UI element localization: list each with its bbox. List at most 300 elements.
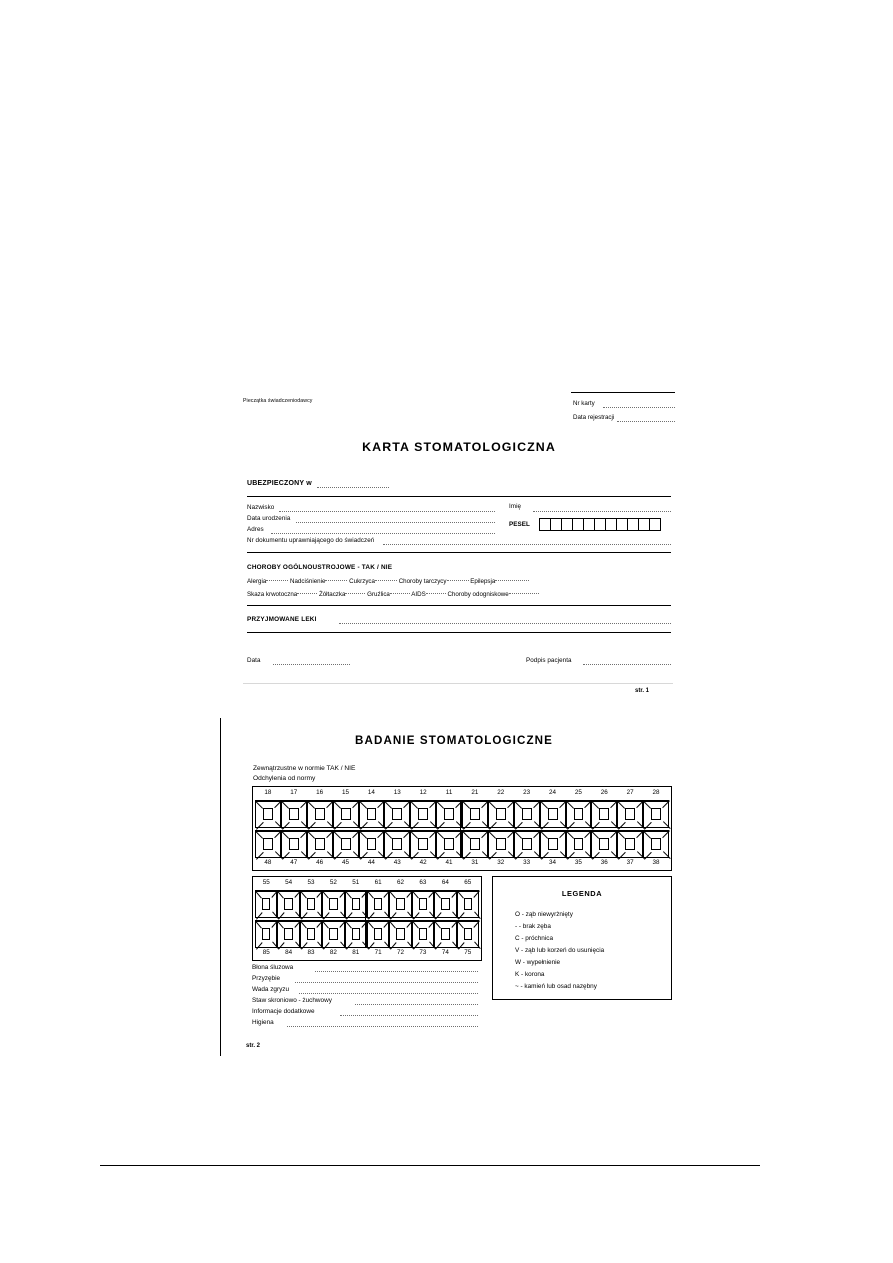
card-number-label: Nr karty [573,400,595,407]
tooth-diagonal [540,831,548,839]
tooth-diagonal [567,822,575,830]
tooth-diagonal [434,891,441,899]
diseases-row-1 [247,578,529,585]
tooth-diagonal [643,831,651,839]
tooth-diagonal [256,912,263,920]
tooth-cell[interactable] [643,800,669,828]
tooth-diagonal [323,912,330,920]
tooth-cell[interactable] [281,830,307,858]
tooth-number: 11 [445,789,453,796]
card-number-input[interactable] [603,407,675,408]
tooth-diagonal [390,891,397,899]
tooth-occlusal-surface[interactable] [392,838,402,850]
tooth-number: 84 [285,949,293,956]
tooth-occlusal-surface[interactable] [496,808,506,820]
tooth-occlusal-surface[interactable] [396,898,404,910]
date-label: Data [247,657,261,664]
tooth-occlusal-surface[interactable] [574,808,584,820]
pesel-cell[interactable] [551,519,562,530]
tooth-occlusal-surface[interactable] [522,808,532,820]
pesel-cell[interactable] [650,519,660,530]
tooth-occlusal-surface[interactable] [625,838,635,850]
disease-hemorrhagic-field[interactable] [297,593,317,594]
disease-thyroid: Choroby tarczycy [398,578,447,585]
tooth-number: 27 [626,789,634,796]
tooth-cell[interactable] [566,830,592,858]
tooth-diagonal [662,800,670,808]
pesel-cell[interactable] [628,519,639,530]
tooth-cell[interactable] [591,800,617,828]
tooth-occlusal-surface[interactable] [470,838,480,850]
tooth-diagonal [663,821,671,829]
tooth-number: 63 [419,879,427,886]
disease-focal: Choroby odogniskowe [447,591,509,598]
tooth-diagonal [618,822,626,830]
exam-input-periodontium[interactable] [295,982,478,983]
tooth-cell[interactable] [384,830,410,858]
tooth-diagonal [367,891,374,899]
tooth-diagonal [566,801,574,809]
tooth-cell[interactable] [277,920,299,948]
tooth-cell[interactable] [389,920,411,948]
tooth-cell[interactable] [410,800,436,828]
tooth-cell[interactable] [281,800,307,828]
permanent-teeth-panel[interactable] [252,786,672,871]
tooth-number: 37 [626,859,634,866]
tooth-diagonal [434,921,441,929]
tooth-occlusal-surface[interactable] [374,928,382,940]
tooth-cell[interactable] [255,830,281,858]
tooth-diagonal [359,831,367,839]
tooth-occlusal-surface[interactable] [341,808,351,820]
tooth-occlusal-surface[interactable] [352,898,360,910]
tooth-number: 51 [352,879,360,886]
tooth-number: 35 [574,859,582,866]
tooth-diagonal [308,822,316,830]
tooth-diagonal [367,921,374,929]
exam-label-hygiene: Higiena [252,1019,274,1026]
tooth-diagonal [359,801,367,809]
pesel-cell[interactable] [595,519,606,530]
tooth-diagonal [489,822,497,830]
legend-item-extraction: V - ząb lub korzeń do usunięcia [515,947,605,954]
disease-epilepsy-field[interactable] [495,580,529,581]
tooth-occlusal-surface[interactable] [341,838,351,850]
tooth-occlusal-surface[interactable] [418,808,428,820]
tooth-occlusal-surface[interactable] [374,898,382,910]
date-input[interactable] [273,664,350,665]
tooth-occlusal-surface[interactable] [263,838,273,850]
tooth-occlusal-surface[interactable] [262,898,270,910]
tooth-cell[interactable] [436,800,462,828]
tooth-occlusal-surface[interactable] [470,808,480,820]
tooth-diagonal [462,831,470,839]
tooth-number: 25 [574,789,582,796]
tooth-cell[interactable] [333,800,359,828]
tooth-diagonal [278,912,285,920]
disease-allergy-field[interactable] [266,580,288,581]
divider-1 [247,496,671,497]
disease-aids: AIDS [411,591,426,598]
page-2-title: BADANIE STOMATOLOGICZNE [355,734,553,747]
disease-jaundice-field[interactable] [345,593,365,594]
tooth-number: 61 [374,879,382,886]
tooth-occlusal-surface[interactable] [284,898,292,910]
pesel-cell[interactable] [562,519,573,530]
tooth-occlusal-surface[interactable] [262,928,270,940]
tooth-diagonal [462,801,470,809]
permanent-upper-teeth-row[interactable] [255,800,669,828]
tooth-number: 71 [374,949,382,956]
tooth-occlusal-surface[interactable] [329,898,337,910]
tooth-cell[interactable] [345,920,367,948]
tooth-diagonal [473,920,480,928]
tooth-cell[interactable] [591,830,617,858]
disease-tuberculosis: Gruźlica [367,591,390,598]
tooth-number: 16 [316,789,324,796]
tooth-diagonal [412,891,419,899]
tooth-number: 24 [549,789,557,796]
pesel-input[interactable] [539,518,661,531]
pesel-cell[interactable] [639,519,650,530]
tooth-cell[interactable] [540,830,566,858]
divider-4 [247,632,671,633]
tooth-cell[interactable] [412,890,434,918]
tooth-diagonal [256,822,264,830]
tooth-diagonal [436,801,444,809]
tooth-occlusal-surface[interactable] [263,808,273,820]
tooth-number: 46 [316,859,324,866]
tooth-occlusal-surface[interactable] [419,898,427,910]
tooth-number: 65 [464,879,472,886]
tooth-occlusal-surface[interactable] [599,838,609,850]
tooth-diagonal [300,921,307,929]
pesel-cell[interactable] [617,519,628,530]
pesel-cell[interactable] [573,519,584,530]
legend-item-crown: K - korona [515,971,545,978]
page-1-bottom-faint-rule [243,683,673,684]
tooth-diagonal [413,912,420,920]
exam-label-tmj: Staw skroniowo - żuchwowy [252,997,332,1004]
tooth-diagonal [644,822,652,830]
tooth-occlusal-surface[interactable] [441,928,449,940]
tooth-occlusal-surface[interactable] [418,838,428,850]
tooth-cell[interactable] [367,920,389,948]
tooth-cell[interactable] [514,800,540,828]
tooth-cell[interactable] [617,800,643,828]
page-2-left-rule [220,718,221,1056]
tooth-cell[interactable] [333,830,359,858]
tooth-occlusal-surface[interactable] [625,808,635,820]
tooth-cell[interactable] [488,800,514,828]
tooth-cell[interactable] [359,830,385,858]
tooth-occlusal-surface[interactable] [367,808,377,820]
tooth-cell[interactable] [410,830,436,858]
tooth-occlusal-surface[interactable] [522,838,532,850]
tooth-cell[interactable] [345,890,367,918]
tooth-occlusal-surface[interactable] [392,808,402,820]
disease-aids-field[interactable] [426,593,446,594]
insured-label: UBEZPIECZONY w [247,480,312,487]
tooth-diagonal [411,822,419,830]
tooth-occlusal-surface[interactable] [496,838,506,850]
tooth-number: 64 [441,879,449,886]
address-label: Adres [247,526,264,533]
permanent-lower-teeth-row[interactable] [255,830,669,858]
divider-3 [247,605,671,606]
tooth-diagonal [488,801,496,809]
exam-input-malocclusion[interactable] [299,993,478,994]
tooth-number: 34 [549,859,557,866]
tooth-occlusal-surface[interactable] [367,838,377,850]
tooth-number: 13 [393,789,401,796]
tooth-cell[interactable] [436,830,462,858]
legend-item-unerupted: O - ząb niewyrżnięty [515,911,573,918]
tooth-cell[interactable] [617,830,643,858]
tooth-cell[interactable] [359,800,385,828]
tooth-diagonal [437,822,445,830]
tooth-cell[interactable] [255,800,281,828]
tooth-number: 33 [523,859,531,866]
tooth-diagonal [334,822,342,830]
tooth-diagonal [412,921,419,929]
tooth-diagonal [301,912,308,920]
tooth-cell[interactable] [514,830,540,858]
tooth-cell[interactable] [412,920,434,948]
tooth-number: 74 [441,949,449,956]
tooth-cell[interactable] [462,830,488,858]
tooth-occlusal-surface[interactable] [599,808,609,820]
tooth-diagonal [473,890,480,898]
tooth-cell[interactable] [255,890,277,918]
address-input[interactable] [271,533,495,534]
tooth-number: 21 [471,789,479,796]
tooth-occlusal-surface[interactable] [574,838,584,850]
tooth-cell[interactable] [434,890,456,918]
tooth-diagonal [458,912,465,920]
document-bottom-rule [100,1165,760,1166]
tooth-occlusal-surface[interactable] [307,898,315,910]
tooth-number: 82 [329,949,337,956]
tooth-number: 17 [290,789,298,796]
tooth-occlusal-surface[interactable] [419,928,427,940]
legend-item-filling: W - wypełnienie [515,959,561,966]
document-number-label: Nr dokumentu uprawniającego do świadczeń [247,537,375,544]
tooth-number: 53 [307,879,315,886]
tooth-occlusal-surface[interactable] [289,808,299,820]
tooth-number: 26 [600,789,608,796]
tooth-number: 43 [393,859,401,866]
extraoral-normal-label: Zewnątrzustne w normie TAK / NIE [253,765,356,772]
tooth-diagonal [474,911,481,919]
tooth-cell[interactable] [462,800,488,828]
tooth-occlusal-surface[interactable] [307,928,315,940]
card-number-row [573,400,675,414]
tooth-occlusal-surface[interactable] [444,808,454,820]
tooth-number: 28 [652,789,660,796]
tooth-occlusal-surface[interactable] [315,808,325,820]
divider-2 [247,552,671,553]
tooth-cell[interactable] [367,890,389,918]
exam-label-malocclusion: Wada zgryzu [252,986,290,993]
legend-box [492,876,672,1000]
exam-input-tmj[interactable] [355,1004,478,1005]
pesel-cell[interactable] [540,519,551,530]
tooth-cell[interactable] [457,890,479,918]
tooth-diagonal [457,891,464,899]
tooth-cell[interactable] [488,830,514,858]
tooth-number: 45 [342,859,350,866]
legend-item-missing: - - brak zęba [515,923,551,930]
tooth-cell[interactable] [307,800,333,828]
tooth-diagonal [278,921,285,929]
tooth-diagonal [435,912,442,920]
disease-allergy: Alergia [247,578,267,585]
tooth-cell[interactable] [389,890,411,918]
document-number-input[interactable] [383,544,671,545]
first-name-input[interactable] [533,511,671,512]
disease-thyroid-field[interactable] [447,580,469,581]
tooth-diagonal [488,831,496,839]
tooth-diagonal [281,801,289,809]
tooth-diagonal [457,921,464,929]
surname-input[interactable] [279,511,495,512]
deciduous-lower-numbers [255,949,479,956]
disease-focal-field[interactable] [509,593,539,594]
tooth-diagonal [662,830,670,838]
deciduous-lower-teeth-row[interactable] [255,920,479,948]
tooth-diagonal [592,801,600,809]
tooth-diagonal [307,801,315,809]
tooth-number: 81 [352,949,360,956]
disease-hypertension-field[interactable] [325,580,347,581]
registration-date-input[interactable] [617,421,675,422]
disease-diabetes: Cukrzyca [349,578,375,585]
tooth-diagonal [307,831,315,839]
tooth-diagonal [360,822,368,830]
disease-tuberculosis-field[interactable] [390,593,410,594]
disease-epilepsy: Epilepsja [470,578,496,585]
tooth-number: 48 [264,859,272,866]
tooth-cell[interactable] [255,920,277,948]
disease-diabetes-field[interactable] [375,580,397,581]
tooth-number: 42 [419,859,427,866]
tooth-occlusal-surface[interactable] [651,838,661,850]
tooth-cell[interactable] [540,800,566,828]
exam-label-mucosa: Błona śluzowa [252,964,294,971]
tooth-diagonal [514,831,522,839]
patient-signature-input[interactable] [583,664,671,665]
tooth-occlusal-surface[interactable] [329,928,337,940]
tooth-diagonal [436,831,444,839]
tooth-cell[interactable] [384,800,410,828]
tooth-occlusal-surface[interactable] [352,928,360,940]
tooth-number: 41 [445,859,453,866]
medications-title: PRZYJMOWANE LEKI [247,616,317,623]
tooth-number: 85 [262,949,270,956]
tooth-occlusal-surface[interactable] [548,808,558,820]
deciduous-upper-teeth-row[interactable] [255,890,479,918]
deciduous-teeth-panel[interactable] [252,876,482,961]
tooth-diagonal [282,822,290,830]
tooth-number: 23 [523,789,531,796]
permanent-upper-numbers [255,789,669,796]
tooth-occlusal-surface[interactable] [548,838,558,850]
tooth-cell[interactable] [307,830,333,858]
tooth-cell[interactable] [322,920,344,948]
exam-input-mucosa[interactable] [315,971,478,972]
tooth-occlusal-surface[interactable] [651,808,661,820]
tooth-occlusal-surface[interactable] [464,898,472,910]
tooth-number: 15 [342,789,350,796]
tooth-cell[interactable] [643,830,669,858]
page-1-number: str. 1 [635,688,650,694]
tooth-diagonal [255,801,263,809]
tooth-number: 52 [329,879,337,886]
birth-date-input[interactable] [296,522,495,523]
tooth-number: 12 [419,789,427,796]
tooth-cell[interactable] [277,890,299,918]
registration-date-label: Data rejestracji [573,414,615,421]
disease-hemorrhagic: Skaza krwotoczna [247,591,298,598]
legend-item-calculus: ~ - kamień lub osad nazębny [515,983,597,990]
deciduous-midline [365,890,366,947]
tooth-cell[interactable] [300,920,322,948]
insured-input[interactable] [317,487,389,488]
tooth-diagonal [385,801,393,809]
pesel-cell[interactable] [606,519,617,530]
tooth-diagonal [385,822,393,830]
tooth-diagonal [474,941,481,949]
tooth-occlusal-surface[interactable] [284,928,292,940]
tooth-number: 73 [419,949,427,956]
medications-input[interactable] [339,623,671,624]
dental-card-page-1 [243,392,675,704]
tooth-diagonal [411,831,419,839]
tooth-cell[interactable] [322,890,344,918]
tooth-diagonal [278,891,285,899]
tooth-cell[interactable] [300,890,322,918]
exam-label-additional: Informacje dodatkowe [252,1008,315,1015]
tooth-diagonal [333,831,341,839]
tooth-occlusal-surface[interactable] [444,838,454,850]
page-title: KARTA STOMATOLOGICZNA [362,440,556,454]
surname-label: Nazwisko [247,504,275,511]
tooth-diagonal [322,921,329,929]
tooth-occlusal-surface[interactable] [441,898,449,910]
disease-jaundice: Żółtaczka [318,591,346,598]
tooth-cell[interactable] [457,920,479,948]
tooth-occlusal-surface[interactable] [396,928,404,940]
tooth-diagonal [663,851,671,859]
tooth-cell[interactable] [566,800,592,828]
tooth-occlusal-surface[interactable] [464,928,472,940]
tooth-number: 32 [497,859,505,866]
pesel-cell[interactable] [584,519,595,530]
tooth-number: 75 [464,949,472,956]
tooth-diagonal [592,822,600,830]
dental-card-page-2 [220,718,675,1056]
exam-input-additional[interactable] [340,1015,478,1016]
tooth-occlusal-surface[interactable] [315,838,325,850]
tooth-occlusal-surface[interactable] [289,838,299,850]
first-name-label: Imię [509,503,522,510]
tooth-number: 72 [397,949,405,956]
systemic-diseases-title: CHOROBY OGÓLNOUSTROJOWE - TAK / NIE [247,564,393,571]
exam-input-hygiene[interactable] [287,1026,478,1027]
tooth-cell[interactable] [434,920,456,948]
tooth-diagonal [514,801,522,809]
